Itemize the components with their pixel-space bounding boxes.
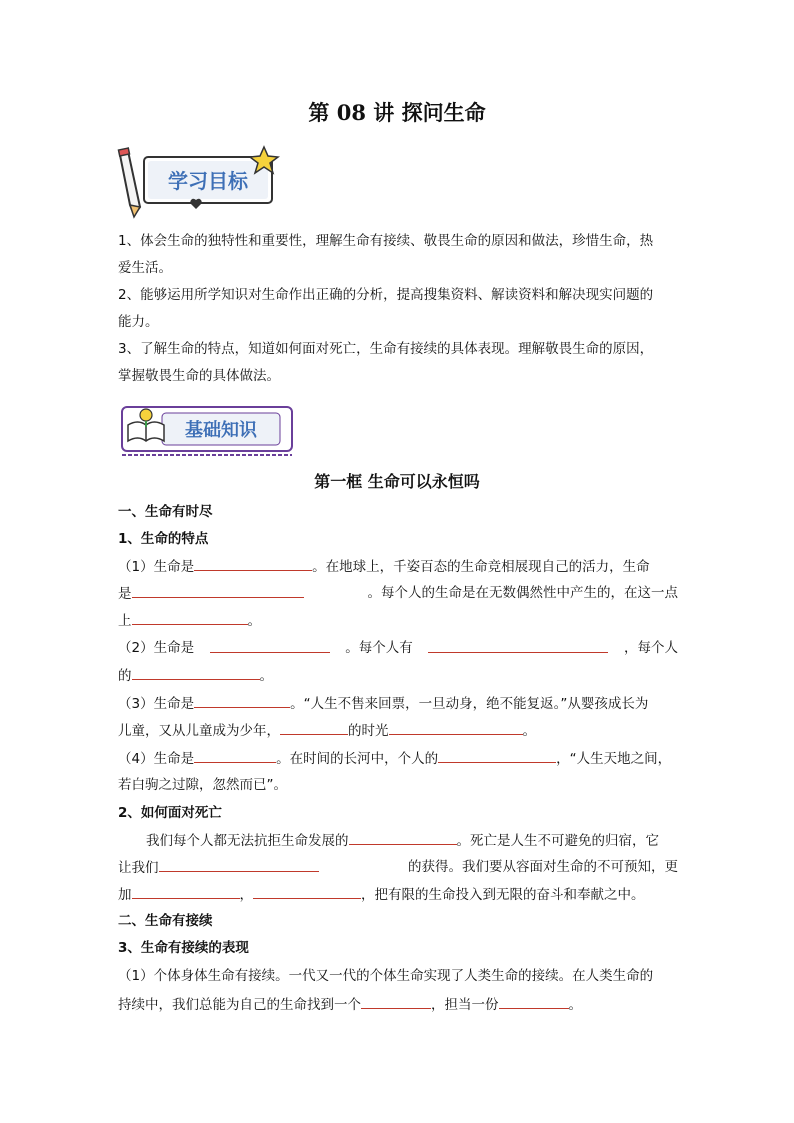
lesson-title: 第 08 讲 探问生命 xyxy=(308,100,486,125)
goal-line-6: 掌握敬畏生命的具体做法。 xyxy=(118,368,280,384)
fill-blank xyxy=(361,994,431,1009)
paragraph-6-line-1: （1）个体身体生命有接续。一代又一代的个体生命实现了人类生命的接续。在人类生命的 xyxy=(118,968,654,984)
paragraph-4-line-2: 若白驹之过隙，忽然而已”。 xyxy=(118,777,287,793)
heading-2: 二、生命有接续 xyxy=(118,913,213,929)
fill-blank xyxy=(389,720,523,735)
fill-blank xyxy=(280,720,348,735)
fill-blank xyxy=(438,748,556,763)
fill-blank xyxy=(428,638,608,653)
paragraph-2-line-1: （2）生命是 。每个人有 ，每个人 xyxy=(118,640,678,656)
fill-blank xyxy=(132,583,304,598)
fill-blank xyxy=(253,884,361,899)
paragraph-3-line-1: （3）生命是 。“人生不售来回票，一旦动身，绝不能复返。”从婴孩成长为 xyxy=(118,693,678,714)
goal-line-5: 3、了解生命的特点，知道如何面对死亡，生命有接续的具体表现。理解敬畏生命的原因， xyxy=(118,341,654,357)
heart-icon xyxy=(190,199,201,209)
heading-1: 一、生命有时尽 xyxy=(118,504,213,520)
paragraph-5-line-3: 加 ， ，把有限的生命投入到无限的奋斗和奉献之中。 xyxy=(118,884,678,905)
fill-blank xyxy=(194,748,276,763)
paragraph-1-line-2: 是 。每个人的生命是在无数偶然性中产生的，在这一点 xyxy=(118,585,678,602)
paragraph-5-line-1: 我们每个人都无法抗拒生命发展的 。死亡是人生不可避免的归宿，它 xyxy=(146,830,678,851)
paragraph-2-line-2: 的 。 xyxy=(118,665,678,686)
fill-blank xyxy=(499,994,569,1009)
paragraph-5-line-2: 让我们 的获得。我们要从容面对生命的不可预知，更 xyxy=(118,859,678,876)
goals-badge-label: 学习目标 xyxy=(168,169,248,193)
paragraph-4-line-1: （4）生命是 。在时间的长河中，个人的 ，“人生天地之间， xyxy=(118,748,678,769)
fill-blank xyxy=(194,693,290,708)
goal-line-1: 1、体会生命的独特性和重要性，理解生命有接续、敬畏生命的原因和做法，珍惜生命，热 xyxy=(118,233,654,249)
paragraph-1-line-3: 上 。 xyxy=(118,610,678,631)
paragraph-6-line-2: 持续中，我们总能为自己的生命找到一个 ，担当一份 。 xyxy=(118,994,678,1015)
section-subtitle: 第一框 生命可以永恒吗 xyxy=(314,472,480,491)
knowledge-badge-label: 基础知识 xyxy=(185,420,257,441)
fill-blank xyxy=(132,884,240,899)
goal-line-3: 2、能够运用所学知识对生命作出正确的分析，提高搜集资料、解读资料和解决现实问题的 xyxy=(118,287,654,303)
fill-blank xyxy=(132,665,260,680)
heading-1-1: 1、生命的特点 xyxy=(118,531,209,547)
heading-2-1: 3、生命有接续的表现 xyxy=(118,940,249,956)
goal-line-2: 爱生活。 xyxy=(118,260,172,276)
paragraph-1-line-1: （1）生命是 。在地球上，千姿百态的生命竞相展现自己的活力，生命 xyxy=(118,556,678,577)
goals-badge xyxy=(114,143,284,219)
fill-blank xyxy=(132,610,248,625)
fill-blank xyxy=(210,638,330,653)
goal-line-4: 能力。 xyxy=(118,314,159,330)
fill-blank xyxy=(159,857,319,872)
heading-1-2: 2、如何面对死亡 xyxy=(118,805,222,821)
knowledge-badge xyxy=(118,403,296,459)
fill-blank xyxy=(349,830,457,845)
paragraph-3-line-2: 儿童，又从儿童成为少年， 的时光 。 xyxy=(118,720,678,741)
pencil-icon xyxy=(118,148,140,217)
fill-blank xyxy=(194,556,312,571)
